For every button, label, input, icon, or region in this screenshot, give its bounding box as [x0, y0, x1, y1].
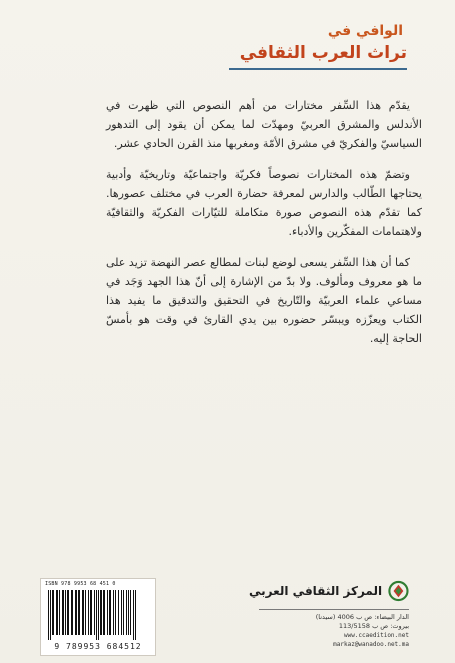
series-kicker: الوافي في [327, 23, 403, 39]
publisher-website: www.ccaedition.net [343, 632, 409, 639]
blurb-paragraph-2: وتضمّ هذه المختارات نصوصاً فكريّة واجتماعيّة وتاريخيّة وأدبية يحتاجها الطّالب والدارس لمعرفة حضارة العرب في مختلف عصورها. كما تقدّم هذه النصوص صورة متكاملة للتيّارات الفكريّة والثقافيّة ولاهتمامات المفكّرين والأدباء. [106, 168, 422, 238]
publisher-logo-icon [388, 576, 409, 606]
blurb-paragraph-3: كما أن هذا السِّفر يسعى لوضع لبنات لمطالع عصر النهضة تزيد على ما هو معروف ومألوف. ولا بدّ من الإشارة إلى أنّ هذا الجهد وَجَد في مساعي علماء العربيّة والتّاريخ في التحقيق والتدقيق ما يفيد هذا الكتاب ويعزّزه ويبسّر حضوره بين يدي القارئ في وقت هو بأمسّ الحاجة إليه. [106, 256, 422, 345]
book-title: تراث العرب الثقافي [239, 43, 407, 63]
publisher-email: markaz@wanadoo.net.ma [333, 641, 409, 648]
address-casablanca: الدار البيضاء: ص ب 4006 (سيدنا) [315, 613, 409, 621]
publisher-identity [249, 576, 409, 606]
barcode-number: 9 789953 684512 [54, 642, 142, 651]
cover-header [207, 22, 407, 70]
cover-footer [0, 548, 455, 663]
blurb [106, 96, 422, 348]
barcode-bars-icon [47, 590, 149, 640]
barcode [40, 578, 156, 656]
publisher-name: المركز الثقافي العربي [249, 584, 383, 598]
publisher-divider [259, 609, 409, 610]
title-underline [229, 68, 407, 70]
isbn-label: ISBN 978 9953 68 451 0 [45, 581, 116, 587]
publisher-block [249, 576, 409, 649]
blurb-paragraph-1: يقدّم هذا السِّفر مختارات من أهم النصوص التي ظهرت في الأندلس والمشرق العربيّ ومهدّت لما يمكن أن يقود إلى التدهور السياسيّ والفكريّ في مشرق الأمّة ومغربها منذ القرن الحادي عشر. [106, 99, 422, 150]
address-beirut: بيروت: ص ب 113/5158 [338, 622, 409, 630]
